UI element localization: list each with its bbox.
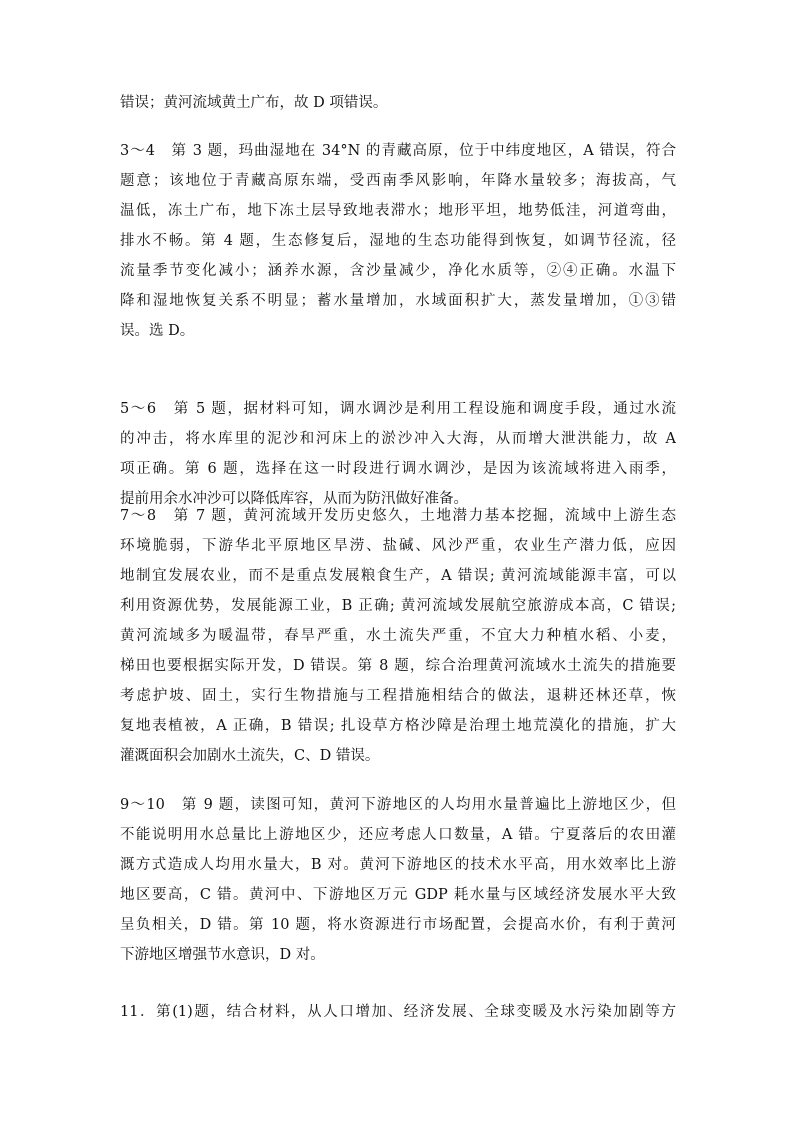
text-line: 的冲击，将水库里的泥沙和河床上的淤沙冲入大海，从而增大泄洪能力，故 A xyxy=(120,431,676,447)
text-line: 环境脆弱，下游华北平原地区旱涝、盐碱、风沙严重，农业生产潜力低，应因 xyxy=(120,538,676,554)
text-line: 黄河流域多为暖温带，春旱严重，水土流失严重，不宜大力种植水稻、小麦， xyxy=(120,628,676,644)
text-line: 不能说明用水总量比上游地区少，还应考虑人口数量，A 错。宁夏落后的农田灌 xyxy=(120,827,676,843)
text-line: 灌溉面积会加剧水土流失，C、D 错误。 xyxy=(120,748,380,764)
text-line: 5～6 第 5 题，据材料可知，调水调沙是利用工程设施和调度手段，通过水流 xyxy=(120,401,676,417)
text-line: 题意；该地位于青藏高原东端，受西南季风影响，年降水量较多；海拔高，气 xyxy=(120,173,676,189)
paragraph-6 xyxy=(120,997,676,1027)
text-line: 11．第(1)题，结合材料，从人口增加、经济发展、全球变暖及水污染加剧等方 xyxy=(120,1004,676,1020)
paragraph-2 xyxy=(120,136,676,346)
text-line: 复地表植被，A 正确，B 错误; 扎设草方格沙障是治理土地荒漠化的措施，扩大 xyxy=(120,718,676,734)
text-line: 提前用余水冲沙可以降低库容，从而为防汛做好准备。 xyxy=(120,491,468,507)
text-line: 排水不畅。第 4 题，生态修复后，湿地的生态功能得到恢复，如调节径流，径 xyxy=(120,233,676,249)
text-line: 降和湿地恢复关系不明显；蓄水量增加，水域面积扩大，蒸发量增加，①③错 xyxy=(120,293,676,309)
text-line: 下游地区增强节水意识，D 对。 xyxy=(120,947,325,963)
text-line: 9～10 第 9 题，读图可知，黄河下游地区的人均用水量普遍比上游地区少，但 xyxy=(120,797,676,813)
text-line: 温低，冻土广布，地下冻土层导致地表滞水；地形平坦，地势低洼，河道弯曲， xyxy=(120,203,676,219)
text-line: 误。选 D。 xyxy=(120,323,195,339)
paragraph-3 xyxy=(120,394,676,514)
text-line: 溉方式造成人均用水量大，B 对。黄河下游地区的技术水平高，用水效率比上游 xyxy=(120,857,676,873)
text-line: 7～8 第 7 题，黄河流域开发历史悠久，土地潜力基本挖掘，流域中上游生态 xyxy=(120,508,676,524)
text-line: 利用资源优势，发展能源工业，B 正确; 黄河流域发展航空旅游成本高，C 错误; xyxy=(120,598,676,614)
text-line: 项正确。第 6 题，选择在这一时段进行调水调沙，是因为该流域将进入雨季， xyxy=(120,461,676,477)
paragraph-1 xyxy=(120,88,676,118)
text-line: 错误；黄河流域黄土广布，故 D 项错误。 xyxy=(120,95,388,111)
paragraph-5 xyxy=(120,790,676,970)
text-line: 地制宜发展农业，而不是重点发展粮食生产，A 错误; 黄河流域能源丰富，可以 xyxy=(120,568,676,584)
paragraph-4 xyxy=(120,501,676,771)
text-line: 呈负相关，D 错。第 10 题，将水资源进行市场配置，会提高水价，有利于黄河 xyxy=(120,917,676,933)
text-line: 梯田也要根据实际开发，D 错误。第 8 题，综合治理黄河流域水土流失的措施要 xyxy=(120,658,676,674)
text-line: 流量季节变化减小；涵养水源，含沙量减少，净化水质等，②④正确。水温下 xyxy=(120,263,676,279)
text-line: 考虑护坡、固土，实行生物措施与工程措施相结合的做法，退耕还林还草，恢 xyxy=(120,688,676,704)
text-line: 地区要高，C 错。黄河中、下游地区万元 GDP 耗水量与区域经济发展水平大致 xyxy=(120,887,676,903)
text-line: 3～4 第 3 题，玛曲湿地在 34°N 的青藏高原，位于中纬度地区，A 错误，符合 xyxy=(120,143,676,159)
